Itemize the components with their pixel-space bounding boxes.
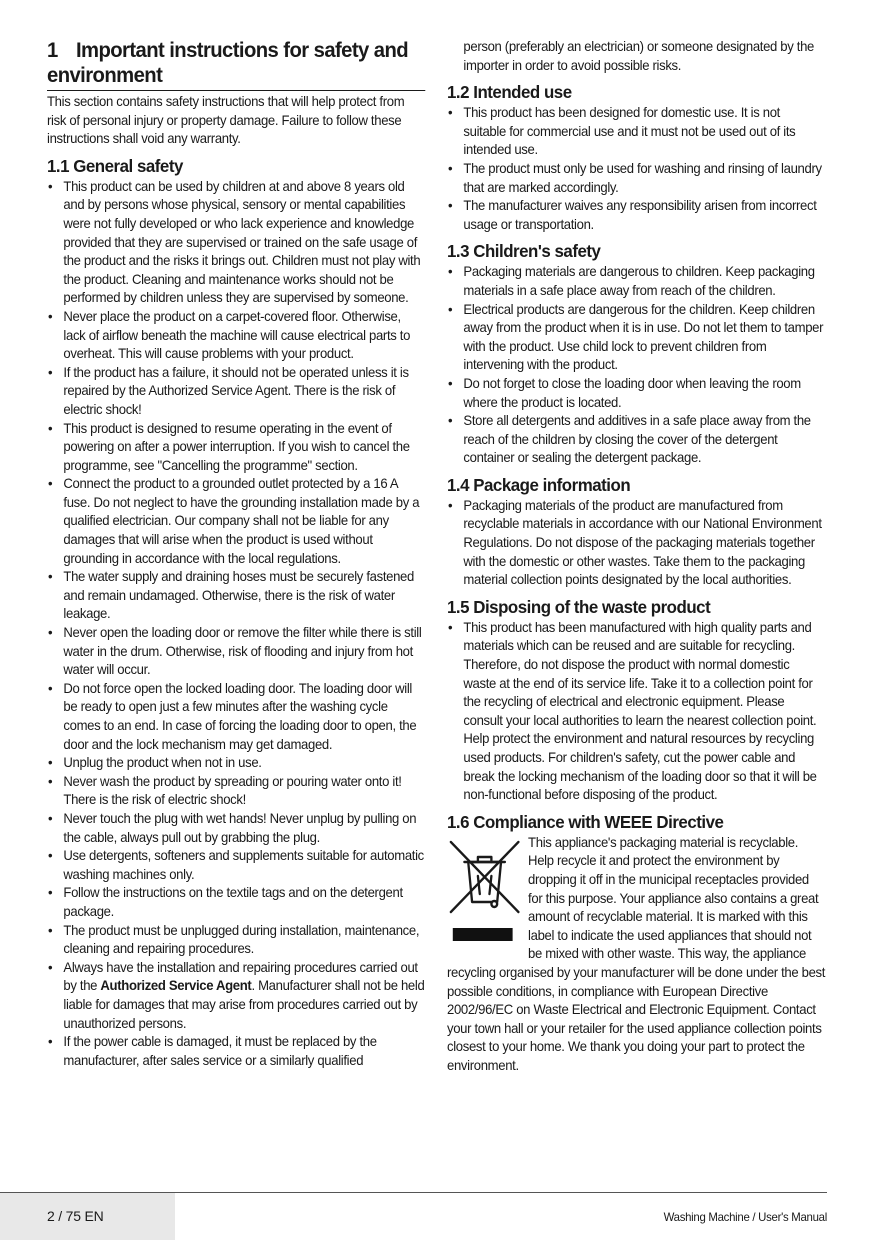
document-title: Washing Machine / User's Manual	[663, 1210, 827, 1224]
list-item: • Packaging materials of the product are manufactured from recyclable materials in accordance with our National Environment Regulations. Do not dispose of the packaging materials together with the domestic or other wastes. Take them to the packaging material collection points designated by the local authorities.	[447, 497, 822, 588]
page-number: 2 / 75 EN	[47, 1208, 104, 1224]
list-item: • The manufacturer waives any responsibility arisen from incorrect usage or transportation.	[447, 198, 817, 232]
package-info-title: 1.4 Package information	[447, 474, 631, 495]
list-item: • Always have the installation and repairing procedures carried out by the Authorized Service Agent. Manufacturer shall not be held liable for damages that may arise from procedures carried out by unauthorized persons.	[47, 959, 425, 1031]
weee-text: This appliance's packaging material is recyclable. Help recycle it and protect the environment by dropping it off in the municipal receptacles provided for this purpose. Your appliance also contains a great amount of recyclable material. It is marked with this label to indicate the used appliances that should not be mixed with other waste. This way, the appliance recycling organised by your manufacturer will be done under the best possible conditions, in compliance with European Directive 2002/96/EC on Waste Electrical and Electronic Equipment. Contact your town hall or your retailer for the used appliance collection points closest to your home. We thank you doing your part to protect the environment.	[447, 834, 826, 1073]
right-column	[447, 38, 825, 1076]
childrens-safety-list	[447, 263, 825, 468]
authorized-service-agent: Authorized Service Agent	[100, 978, 252, 994]
intended-use-list	[447, 104, 825, 234]
list-item: • The product must be unplugged during installation, maintenance, cleaning and repairing procedures.	[47, 922, 420, 957]
section-heading	[47, 36, 425, 91]
continued-text: person (preferably an electrician) or someone designated by the importer in order to avoid possible risks.	[463, 39, 815, 73]
section-title: 1 Important instructions for safety and environment	[47, 39, 409, 87]
list-item: • Use detergents, softeners and supplements suitable for automatic washing machines only.	[47, 848, 424, 882]
list-item: • Never place the product on a carpet-covered floor. Otherwise, lack of airflow beneath the machine will cause electrical parts to overheat. This will cause problems with your product.	[47, 308, 411, 362]
left-column	[47, 36, 425, 1070]
crossed-out-wheelie-bin-icon	[447, 836, 524, 958]
weee-title: 1.6 Compliance with WEEE Directive	[447, 811, 724, 832]
list-item: • Packaging materials are dangerous to children. Keep packaging materials in a safe place away from reach of the children.	[447, 264, 815, 298]
list-item: • The water supply and draining hoses must be securely fastened and remain undamaged. Otherwise, there is the risk of water leakage.	[47, 569, 414, 622]
list-item: • Never open the loading door or remove the filter while there is still water in the drum. Otherwise, risk of flooding and injury from hot water will occur.	[47, 625, 422, 678]
page-footer	[0, 1192, 874, 1240]
intended-use-title: 1.2 Intended use	[447, 82, 572, 103]
section-intro: This section contains safety instructions that will help protect from risk of personal injury or property damage. Failure to follow these instructions shall void any warranty.	[47, 94, 405, 147]
package-info-list	[447, 497, 825, 590]
list-item: • Electrical products are dangerous for the children. Keep children away from the product when it is in use. Do not let them to tamper with the product. Use child lock to prevent children from intervening with the product.	[447, 301, 824, 373]
list-item: • Follow the instructions on the textile tags and on the detergent package.	[47, 885, 403, 919]
general-safety-title: 1.1 General safety	[47, 155, 183, 176]
disposing-title: 1.5 Disposing of the waste product	[447, 596, 711, 617]
list-item: • Do not force open the locked loading door. The loading door will be ready to open just a few minutes after the washing cycle comes to an end. In case of forcing the loading door to open, the door and the lock mechanism may get damaged.	[47, 680, 417, 752]
list-item: • Never touch the plug with wet hands! Never unplug by pulling on the cable, always pull out by grabbing the plug.	[47, 810, 417, 845]
list-item: • This product has been manufactured with high quality parts and materials which can be reused and are suitable for recycling. Therefore, do not dispose the product with normal domestic waste at the end of its service life. Take it to a collection point for the recycling of electrical and electronic equipment. Please consult your local authorities to learn the nearest collection point. Help protect the environment and natural resources by recycling used products. For children's safety, cut the power cable and break the locking mechanism of the loading door so that it will be non-functional before disposing of the product.	[447, 619, 817, 803]
list-item: • Unplug the product when not in use.	[47, 755, 262, 771]
disposing-list	[447, 619, 825, 805]
section-number: 1	[47, 39, 58, 62]
list-item: • If the product has a failure, it should not be operated unless it is repaired by the Authorized Service Agent. There is the risk of electric shock!	[47, 364, 409, 417]
list-item: • If the power cable is damaged, it must be replaced by the manufacturer, after sales service or a similarly qualified	[47, 1034, 377, 1068]
list-item: • Connect the product to a grounded outlet protected by a 16 A fuse. Do not neglect to have the grounding installation made by a qualified electrician. Our company shall not be liable for any damages that will arise when the product is used without grounding in accordance with the local regulations.	[47, 476, 420, 566]
childrens-safety-title: 1.3 Children's safety	[447, 241, 601, 262]
list-item: • Do not forget to close the loading door when leaving the room where the product is located.	[447, 375, 801, 410]
weee-block	[447, 834, 825, 1076]
list-item: • The product must only be used for washing and rinsing of laundry that are marked accordingly.	[447, 160, 822, 195]
list-item: • Store all detergents and additives in a safe place away from the reach of the children by closing the cover of the detergent container or sealing the detergent package.	[447, 413, 811, 466]
list-item: • Never wash the product by spreading or pouring water onto it! There is the risk of electric shock!	[47, 773, 402, 808]
list-item: • This product is designed to resume operating in the event of powering on after a power interruption. If you wish to cancel the programme, see "Cancelling the programme" section.	[47, 420, 410, 473]
list-item: • This product has been designed for domestic use. It is not suitable for commercial use and it must not be used out of its intended use.	[447, 105, 796, 158]
list-item: • This product can be used by children at and above 8 years old and by persons whose physical, sensory or mental capabilities were not fully developed or who lack experience and knowledge provided that they are supervised or trained on the safe usage of the product and the risks it brings out. Children must not play with the product. Cleaning and maintenance works should not be performed by children unless they are supervised by someone.	[47, 178, 421, 306]
general-safety-list	[47, 178, 425, 1071]
